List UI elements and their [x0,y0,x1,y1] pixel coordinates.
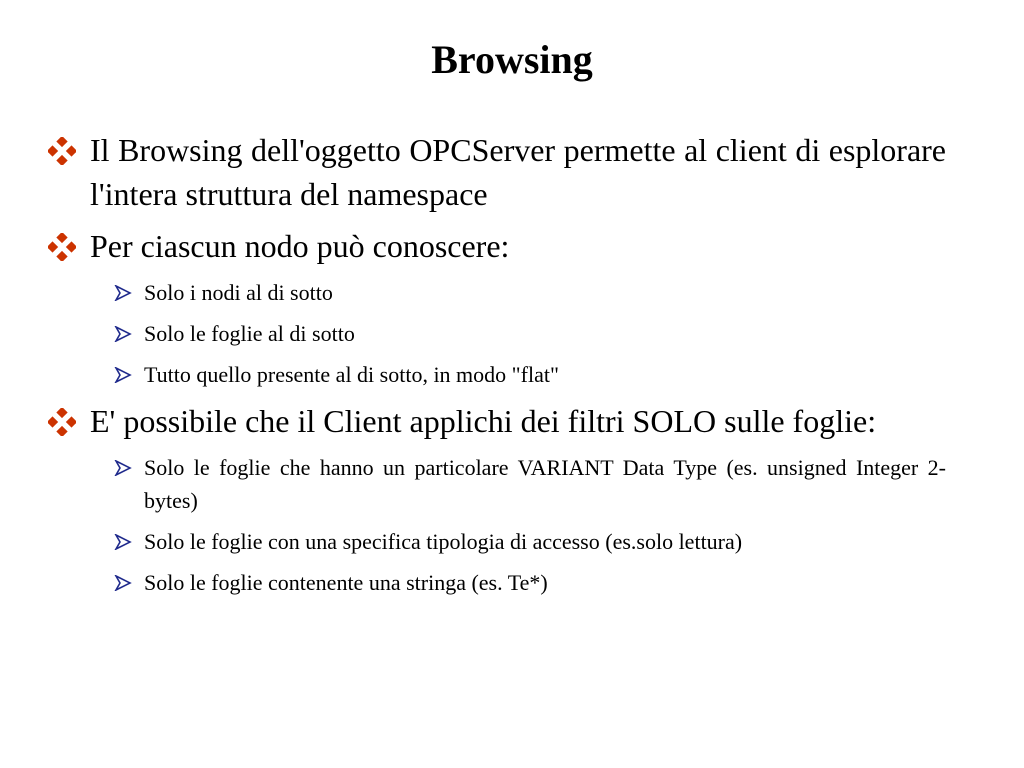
arrow-bullet-icon [114,460,132,476]
bullet-item-3 [48,399,946,443]
sub-text-3-3: Solo le foglie contenente una stringa (es. Te*) [144,570,548,595]
sub-item-2-3 [48,358,946,391]
arrow-bullet-icon [114,326,132,342]
sub-list-2 [48,276,946,391]
sub-text-2-2: Solo le foglie al di sotto [144,321,355,346]
sub-item-2-2 [48,317,946,350]
sub-item-3-2 [48,525,946,558]
arrow-bullet-icon [114,575,132,591]
sub-list-3 [48,451,946,599]
arrow-bullet-icon [114,367,132,383]
bullet-text-1: Il Browsing dell'oggetto OPCServer permette al client di esplorare l'intera struttura del namespace [90,132,946,212]
bullet-item-1 [48,128,946,216]
diamond-bullet-icon [48,408,76,436]
sub-item-3-1 [48,451,946,517]
bullet-item-2 [48,224,946,268]
sub-text-3-1: Solo le foglie che hanno un particolare VARIANT Data Type (es. unsigned Integer 2-bytes) [144,455,946,513]
sub-item-2-1 [48,276,946,309]
sub-text-2-1: Solo i nodi al di sotto [144,280,333,305]
slide-content [48,128,946,607]
bullet-text-2: Per ciascun nodo può conoscere: [90,228,510,264]
slide-title: Browsing [431,37,593,82]
arrow-bullet-icon [114,285,132,301]
diamond-bullet-icon [48,233,76,261]
diamond-bullet-icon [48,137,76,165]
sub-text-2-3: Tutto quello presente al di sotto, in modo "flat" [144,362,559,387]
sub-item-3-3 [48,566,946,599]
bullet-text-3: E' possibile che il Client applichi dei filtri SOLO sulle foglie: [90,403,877,439]
sub-text-3-2: Solo le foglie con una specifica tipologia di accesso (es.solo lettura) [144,529,743,554]
arrow-bullet-icon [114,534,132,550]
